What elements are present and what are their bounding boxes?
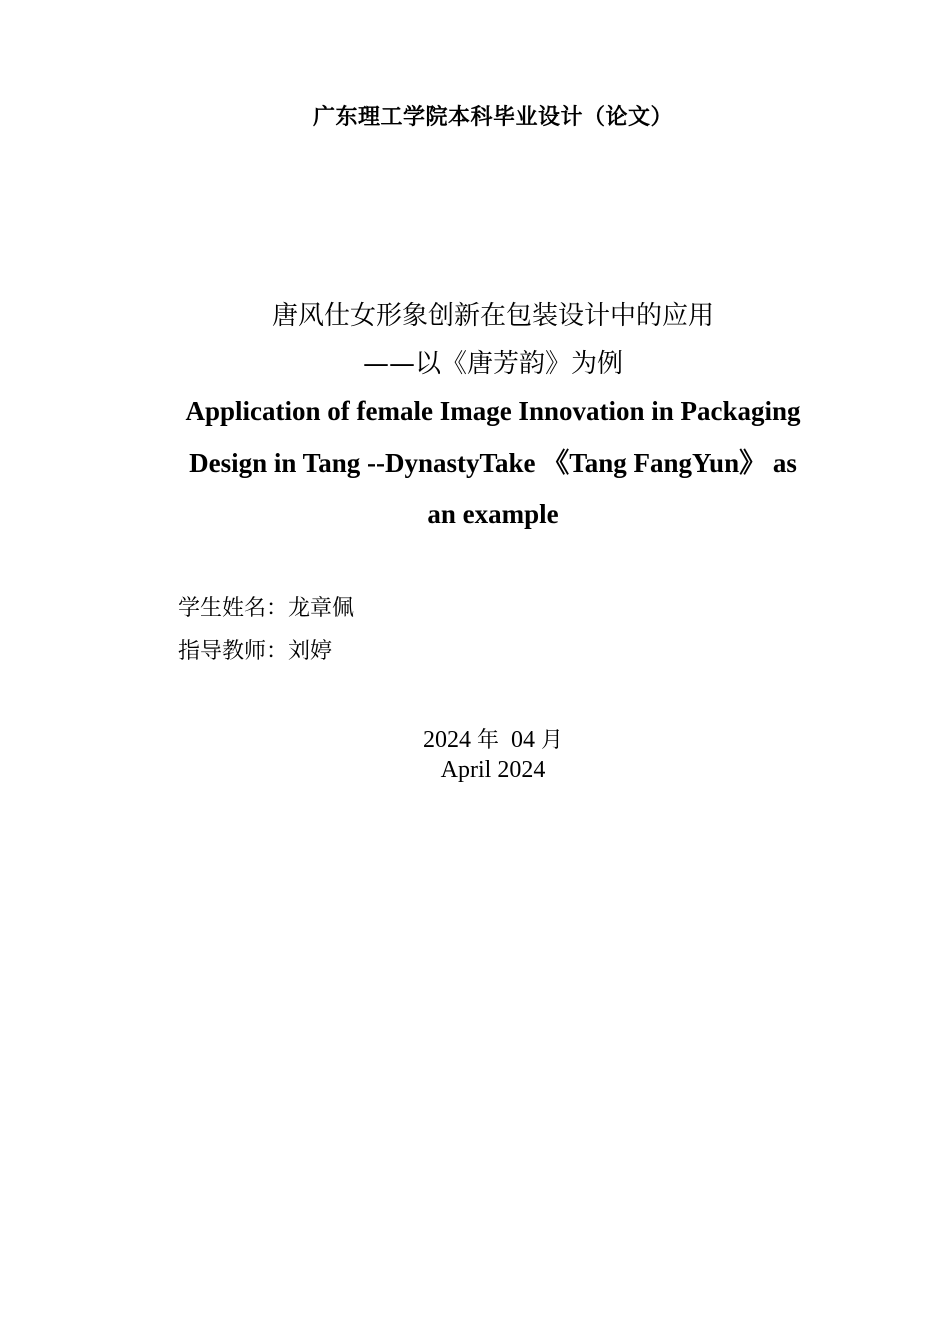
date-month-unit: 月 — [541, 728, 564, 753]
date-year-unit: 年 — [476, 728, 499, 753]
date-chinese — [0, 725, 950, 756]
student-name-row — [178, 594, 354, 624]
date-month: 04 — [511, 727, 535, 753]
student-name-label: 学生姓名： — [178, 596, 289, 621]
advisor-name-label: 指导教师： — [178, 639, 289, 664]
chinese-title-main: 唐风仕女形象创新在包装设计中的应用 — [271, 301, 714, 331]
english-title: Application of female Image Innovation in Packaging Design in Tang --DynastyTake 《Tang FangYun》 as an example — [185, 396, 801, 529]
advisor-name-value: 刘婷 — [288, 639, 333, 664]
date-english: April 2024 — [440, 757, 546, 783]
student-name-value: 龙章佩 — [288, 596, 355, 621]
university-thesis-header: 广东理工学院本科毕业设计（论文） — [312, 105, 673, 130]
date-year: 2024 — [422, 727, 471, 753]
chinese-title-subtitle: ——以《唐芳韵》为例 — [362, 349, 623, 379]
advisor-name-row — [178, 637, 332, 667]
